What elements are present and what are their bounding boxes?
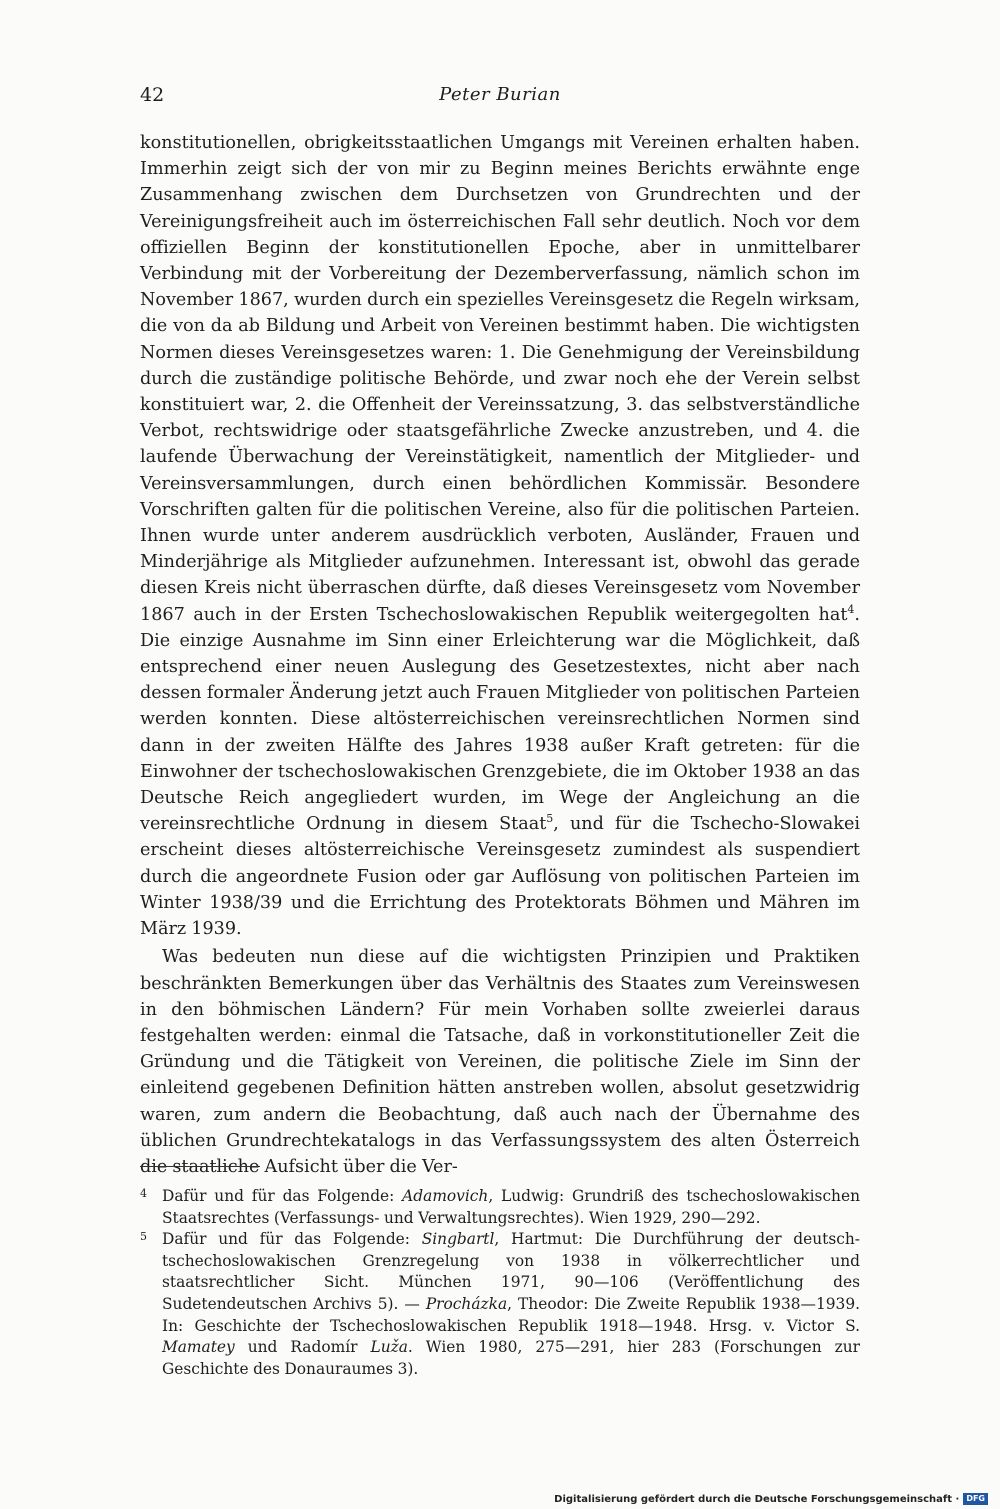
footnote-author: Mamatey	[162, 1338, 235, 1357]
paragraph-1	[140, 130, 860, 942]
paragraph-1-text-1: konstitutionellen, obrigkeitsstaatlichen Umgangs mit Vereinen erhalten haben. Immerhin zeigt sich der von mir zu Beginn meines Berichts erwähnte enge Zusammenhang zwischen dem Durchsetzen von Grundrechten und der Vereinigungsfreiheit auch im österreichischen Fall sehr deutlich. Noch vor dem offiziellen Beginn der konstitutionellen Epoche, aber in unmittelbarer Verbindung mit der Vorbereitung der Dezemberverfassung, nämlich schon im November 1867, wurden durch ein spezielles Vereinsgesetz die Regeln wirksam, die von da ab Bildung und Arbeit von Vereinen bestimmt haben. Die wichtigsten Normen dieses Vereinsgesetzes waren: 1. Die Genehmigung der Vereinsbildung durch die zuständige politische Behörde, und zwar noch ehe der Verein selbst konstituiert war, 2. die Offenheit der Vereinssatzung, 3. das selbstverständliche Verbot, rechtswidrige oder staatsgefährliche Zwecke anzustreben, und 4. die laufende Überwachung der Vereinstätigkeit, namentlich der Mitglieder- und Vereinsversammlungen, durch einen behördlichen Kommissär. Besondere Vorschriften galten für die politischen Vereine, also für die politischen Parteien. Ihnen wurde unter anderem ausdrücklich verboten, Ausländer, Frauen und Minderjährige als Mitglieder aufzunehmen. Interessant ist, obwohl das gerade diesen Kreis nicht überraschen dürfte, daß dieses Vereinsgesetz vom November 1867 auch in der Ersten Tschechoslowakischen Republik weitergegolten hat	[140, 133, 860, 625]
footnote-author: Adamovich	[402, 1187, 489, 1205]
footnote-text: , Hartmut: Die Durchführung der deutsch-tschechoslowakischen Grenzregelung von 1938 in völkerrechtlicher und staatsrechtlicher Sicht. München 1971, 90—106 (Veröffentlichung des Sudetendeutschen Archivs 5). —	[162, 1230, 860, 1313]
footnote-ref-5[interactable]: 5	[546, 812, 554, 826]
footnote-4	[140, 1186, 860, 1229]
digitization-credit	[554, 1493, 988, 1505]
footnotes	[140, 1186, 860, 1380]
running-head	[140, 84, 860, 110]
paragraph-2: Was bedeuten nun diese auf die wichtigsten Prinzipien und Praktiken beschränkten Bemerkungen über das Verhältnis des Staates zum Vereinswesen in den böhmischen Ländern? Für mein Vorhaben sollte zweierlei daraus festgehalten werden: einmal die Tatsache, daß in vorkonstitutioneller Zeit die Gründung und die Tätigkeit von Vereinen, die politische Ziele im Sinn der einleitend gegebenen Definition hätten anstreben wollen, absolut gesetzwidrig waren, zum andern die Beobachtung, daß auch nach der Übernahme des üblichen Grundrechtekatalogs in das Verfassungssystem des alten Österreich die staatliche Aufsicht über die Ver-	[140, 947, 860, 1177]
footnote-text: Dafür und für das Folgende:	[162, 1187, 403, 1205]
footnote-number: 4	[140, 1187, 147, 1200]
footnote-text: . Wien 1980, 275—291, hier 283 (Forschungen zur Geschichte des Donauraumes 3).	[162, 1338, 860, 1378]
credit-text: Digitalisierung gefördert durch die Deutsche Forschungsgemeinschaft ·	[554, 1493, 960, 1505]
footnote-text: , Ludwig: Grundriß des tschechoslowakischen Staatsrechtes (Verfassungs- und Verwaltungsrechtes). Wien 1929, 290—292.	[162, 1187, 860, 1227]
footnote-author: Luža	[370, 1338, 408, 1357]
footnote-text: Dafür und für das Folgende:	[162, 1230, 422, 1249]
footnote-author: Singbartl	[421, 1230, 495, 1249]
page-number: 42	[140, 84, 165, 106]
footnote-5	[140, 1229, 860, 1380]
running-title: Peter Burian	[439, 84, 561, 105]
footnote-text: , Theodor: Die Zweite Republik 1938—1939. In: Geschichte der Tschechoslowakischen Republik 1918—1948. Hrsg. v. Victor S.	[162, 1294, 861, 1335]
dfg-logo: DFG	[963, 1493, 988, 1505]
footnote-divider	[140, 1166, 260, 1167]
paragraph-1-text-3: , und für die Tschecho-Slowakei erscheint dieses altösterreichische Vereinsgesetz zumindest als suspendiert durch die angeordnete Fusion oder gar Auflösung von politischen Parteien im Winter 1938/39 und die Errichtung des Protektorats Böhmen und Mähren im März 1939.	[140, 814, 860, 940]
body-text	[140, 130, 860, 1180]
footnote-author: Procházka	[425, 1294, 508, 1313]
paragraph-1-text-2: . Die einzige Ausnahme im Sinn einer Erleichterung war die Möglichkeit, daß entsprechend einer neuen Auslegung des Gesetzestextes, nicht aber nach dessen formaler Änderung jetzt auch Frauen Mitglieder von politischen Parteien werden konnten. Diese altösterreichischen vereinsrechtlichen Normen sind dann in der zweiten Hälfte des Jahres 1938 außer Kraft getreten: für die Einwohner der tschechoslowakischen Grenzgebiete, die im Oktober 1938 an das Deutsche Reich angegliedert wurden, im Wege der Angleichung an die vereinsrechtliche Ordnung in diesem Staat	[140, 604, 860, 835]
footnote-ref-4[interactable]: 4	[847, 602, 855, 616]
footnote-text: und Radomír	[234, 1338, 371, 1357]
footnote-number: 5	[140, 1230, 147, 1244]
